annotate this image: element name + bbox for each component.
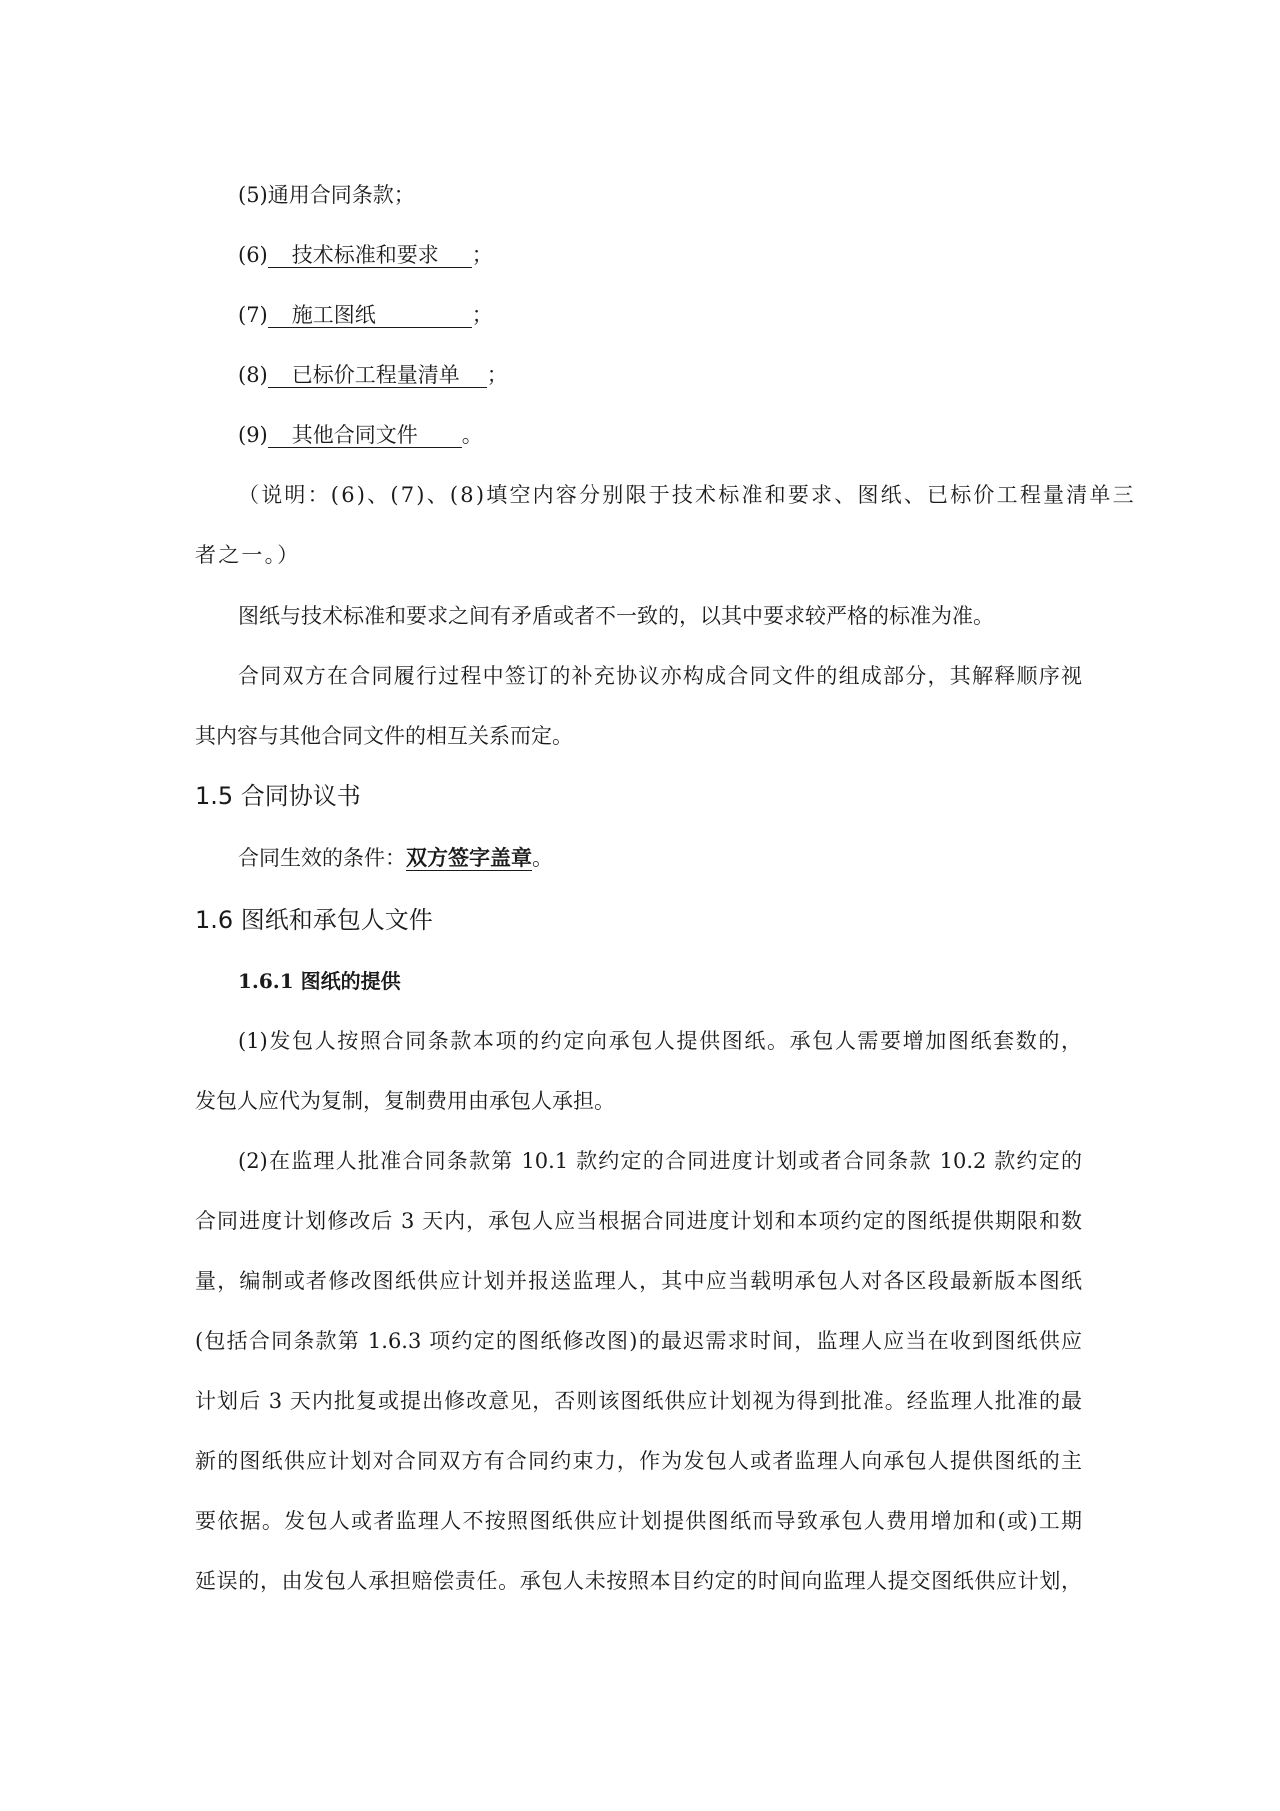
list-number: (9) bbox=[238, 423, 268, 447]
paragraph-1-line-2: 发包人应代为复制，复制费用由承包人承担。 bbox=[195, 1089, 615, 1113]
paragraph-2-line-2: 合同进度计划修改后 3 天内，承包人应当根据合同进度计划和本项约定的图纸提供期限和数 bbox=[195, 1209, 1082, 1233]
paragraph-supplement-line-1: 合同双方在合同履行过程中签订的补充协议亦构成合同文件的组成部分，其解释顺序视 bbox=[238, 664, 1082, 688]
fill-in-text: 施工图纸 bbox=[291, 303, 376, 327]
list-number: (8) bbox=[238, 363, 268, 387]
list-punct: ； bbox=[486, 363, 508, 387]
section-heading-1-5: 1.5 合同协议书 bbox=[195, 782, 361, 810]
condition-punct: 。 bbox=[532, 846, 553, 870]
condition-value: 双方签字盖章 bbox=[406, 845, 532, 870]
note-line-1: （说明：(6)、(7)、(8)填空内容分别限于技术标准和要求、图纸、已标价工程量清单三 bbox=[238, 483, 1136, 507]
list-item-5 bbox=[238, 180, 415, 210]
list-number: (5) bbox=[238, 183, 268, 207]
list-punct: ； bbox=[471, 243, 493, 267]
paragraph-2-line-7: 要依据。发包人或者监理人不按照图纸供应计划提供图纸而导致承包人费用增加和(或)工期 bbox=[195, 1509, 1082, 1533]
fill-in-blank bbox=[268, 303, 472, 328]
paragraph-2-line-5: 计划后 3 天内批复或提出修改意见，否则该图纸供应计划视为得到批准。经监理人批准的最 bbox=[195, 1389, 1082, 1413]
section-heading-1-6: 1.6 图纸和承包人文件 bbox=[195, 906, 433, 934]
list-item-8 bbox=[238, 360, 508, 390]
paragraph-2-line-4: (包括合同条款第 1.6.3 项约定的图纸修改图)的最迟需求时间，监理人应当在收到图纸供应 bbox=[195, 1329, 1082, 1353]
condition-label: 合同生效的条件： bbox=[238, 846, 406, 870]
paragraph-conflict: 图纸与技术标准和要求之间有矛盾或者不一致的，以其中要求较严格的标准为准。 bbox=[238, 604, 994, 628]
paragraph-2-line-8: 延误的，由发包人承担赔偿责任。承包人未按照本目约定的时间向监理人提交图纸供应计划， bbox=[195, 1569, 1082, 1593]
fill-in-blank bbox=[268, 423, 462, 448]
fill-in-blank bbox=[268, 243, 472, 268]
list-punct: 。 bbox=[461, 423, 483, 447]
list-text: 通用合同条款 bbox=[267, 183, 394, 207]
note-line-2: 者之一。） bbox=[195, 543, 301, 567]
paragraph-2-line-1: (2)在监理人批准合同条款第 10.1 款约定的合同进度计划或者合同条款 10.2 款约定的 bbox=[238, 1149, 1082, 1173]
paragraph-2-line-3: 量，编制或者修改图纸供应计划并报送监理人，其中应当载明承包人对各区段最新版本图纸 bbox=[195, 1269, 1082, 1293]
fill-in-text: 技术标准和要求 bbox=[291, 243, 439, 267]
list-punct: ； bbox=[471, 303, 493, 327]
fill-in-text: 其他合同文件 bbox=[291, 423, 418, 447]
paragraph-1-line-1: (1)发包人按照合同条款本项的约定向承包人提供图纸。承包人需要增加图纸套数的， bbox=[238, 1029, 1082, 1053]
paragraph-2-line-6: 新的图纸供应计划对合同双方有合同约束力，作为发包人或者监理人向承包人提供图纸的主 bbox=[195, 1449, 1082, 1473]
list-item-6 bbox=[238, 240, 493, 270]
list-number: (6) bbox=[238, 243, 268, 267]
fill-in-text: 已标价工程量清单 bbox=[291, 363, 460, 387]
list-number: (7) bbox=[238, 303, 268, 327]
list-item-9 bbox=[238, 420, 483, 450]
fill-in-blank bbox=[268, 363, 487, 388]
subsection-heading-1-6-1: 1.6.1 图纸的提供 bbox=[238, 969, 401, 993]
list-item-7 bbox=[238, 300, 493, 330]
list-punct: ； bbox=[393, 183, 415, 207]
contract-effective-condition bbox=[238, 843, 553, 873]
paragraph-supplement-line-2: 其内容与其他合同文件的相互关系而定。 bbox=[195, 724, 573, 748]
